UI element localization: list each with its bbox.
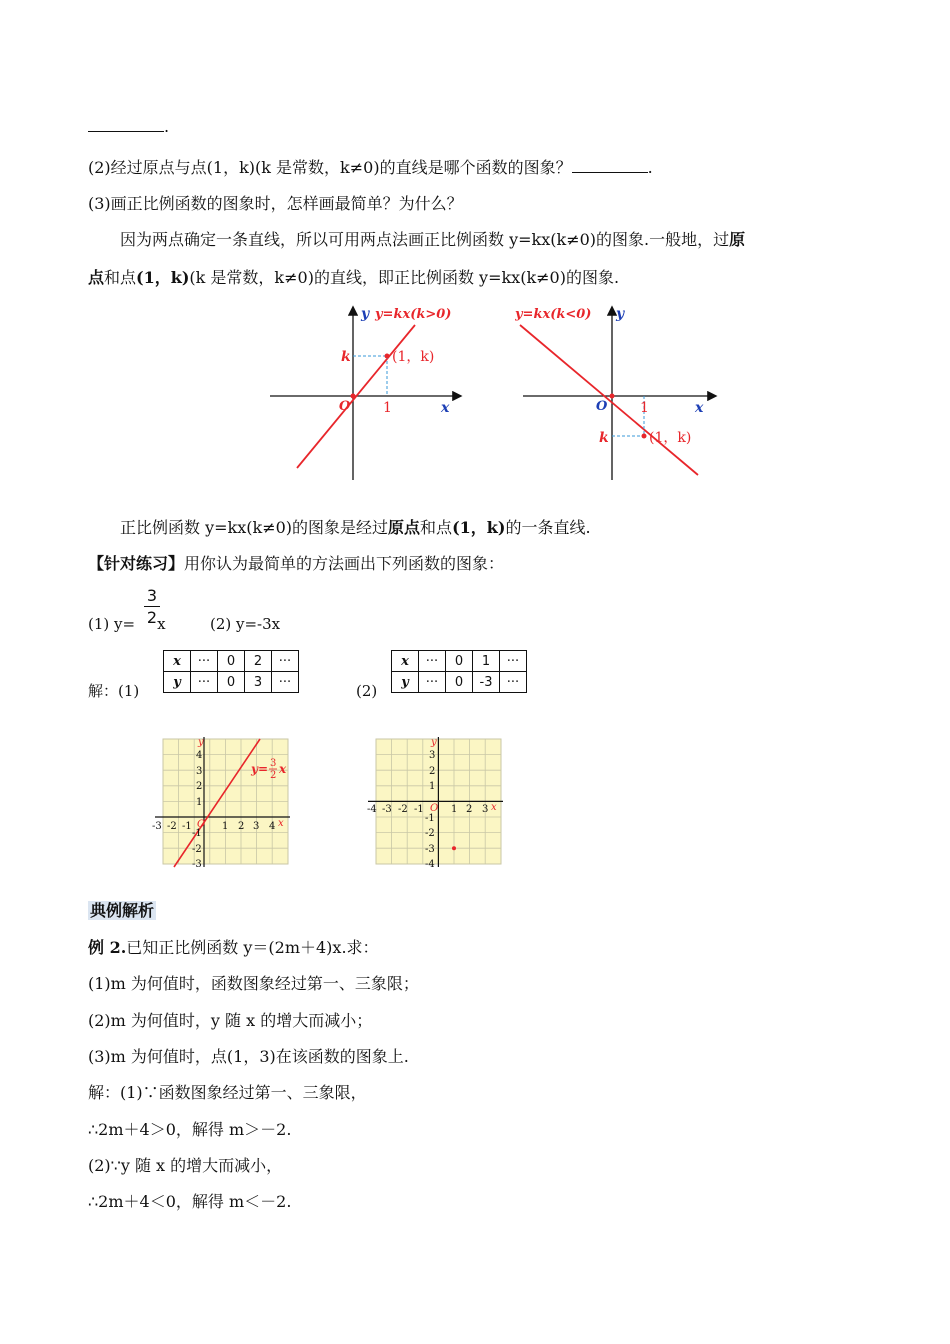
solution-label-2: (2) (356, 682, 378, 700)
origin-point (610, 394, 615, 399)
point-1-k (385, 354, 390, 359)
table-row-x: x ··· 0 2 ··· (164, 651, 299, 672)
k-label: k (341, 349, 351, 365)
x-tick: 3 (253, 821, 260, 832)
table-row-x: x ··· 0 1 ··· (392, 651, 527, 672)
problem-1: (1) y= x (88, 615, 166, 633)
answer-blank (572, 158, 648, 173)
point-1-k (642, 434, 647, 439)
y-label: y (431, 737, 437, 748)
example-q1: (1)m 为何值时，函数图象经过第一、三象限； (88, 974, 419, 993)
x-label: x (278, 818, 284, 829)
origin-label: O (430, 803, 439, 814)
graph-k-positive (265, 300, 470, 485)
y-tick: 1 (429, 781, 436, 792)
value-table-1 (163, 650, 299, 693)
answer-line-3: (2)∵y 随 x 的增大而减小， (88, 1156, 283, 1175)
fn-label-num: 3 (270, 758, 277, 769)
y-tick: 2 (196, 781, 203, 792)
answer-line-2: ∴2m＋4＞0，解得 m＞－2. (88, 1120, 292, 1139)
problem-2: (2) y=-3x (210, 615, 281, 633)
x-tick: -3 (382, 804, 392, 815)
blank-line-0: . (88, 116, 169, 138)
practice-heading: 【针对练习】用你认为最简单的方法画出下列函数的图象： (88, 554, 505, 573)
x-tick: -1 (414, 804, 424, 815)
table-row-y: y ··· 0 -3 ··· (392, 672, 527, 693)
one-label: 1 (383, 400, 392, 416)
origin-label: O (596, 399, 608, 414)
x-tick: -2 (398, 804, 408, 815)
one-label: 1 (640, 400, 649, 416)
fraction-3-2: 3 2 (142, 586, 162, 627)
x-tick: 3 (482, 804, 489, 815)
point-label: (1，k) (392, 349, 435, 365)
grid-graph-2 (363, 735, 513, 875)
point-1-neg3 (452, 846, 456, 850)
x-tick: -4 (367, 804, 377, 815)
x-tick: -1 (182, 821, 192, 832)
x-tick: 4 (269, 821, 276, 832)
paragraph-line-2: 点和点(1，k)(k 是常数，k≠0)的直线，即正比例函数 y=kx(k≠0)的图象. (88, 268, 620, 287)
y-tick: 4 (196, 750, 203, 761)
example-q2: (2)m 为何值时，y 随 x 的增大而减小； (88, 1011, 373, 1030)
answer-blank (88, 117, 164, 132)
origin-point (351, 394, 356, 399)
y-tick: -2 (192, 844, 202, 855)
k-label: k (599, 430, 609, 446)
value-table-2 (391, 650, 527, 693)
summary: 正比例函数 y=kx(k≠0)的图象是经过原点和点(1，k)的一条直线. (120, 518, 591, 537)
y-tick: 3 (196, 766, 203, 777)
x-label: x (695, 400, 704, 416)
x-tick: 2 (466, 804, 473, 815)
answer-line-4: ∴2m＋4＜0，解得 m＜－2. (88, 1192, 292, 1211)
y-label: y (361, 306, 370, 322)
fn-label-a: y= (251, 762, 269, 776)
x-tick: 1 (222, 821, 229, 832)
x-tick: 2 (238, 821, 245, 832)
y-label: y (616, 306, 625, 322)
y-tick: -4 (425, 859, 435, 870)
graph-label: y=kx(k>0) (375, 307, 452, 322)
table-row-y: y ··· 0 3 ··· (164, 672, 299, 693)
x-tick: -2 (167, 821, 177, 832)
x-label: x (491, 802, 497, 813)
fn-label-b: x (279, 762, 287, 776)
point-label: (1，k) (649, 430, 692, 446)
answer-line-1: 解：(1)∵函数图象经过第一、三象限， (88, 1083, 367, 1102)
section-heading: 典例解析 (90, 901, 155, 920)
grid-graph-1 (150, 735, 300, 875)
example-title: 例 2.已知正比例函数 y＝(2m＋4)x.求： (88, 938, 379, 957)
y-tick: -3 (192, 859, 202, 870)
y-tick: -2 (425, 828, 435, 839)
y-tick: -1 (425, 813, 435, 824)
x-tick: -3 (152, 821, 162, 832)
x-label: x (441, 400, 450, 416)
x-tick: 1 (451, 804, 458, 815)
graph-k-negative (515, 300, 720, 485)
question-2: (2)经过原点与点(1，k)(k 是常数，k≠0)的直线是哪个函数的图象？ . (88, 158, 653, 177)
y-label: y (198, 737, 204, 748)
graph-label: y=kx(k<0) (515, 307, 592, 322)
y-tick: 2 (429, 766, 436, 777)
y-tick: 1 (196, 797, 203, 808)
paragraph-line-1: 因为两点确定一条直线，所以可用两点法画正比例函数 y=kx(k≠0)的图象.一般地，过原 (120, 230, 746, 249)
fn-label-den: 2 (270, 770, 277, 781)
origin-label: O (339, 399, 351, 414)
solution-label-1: 解：(1) (88, 682, 140, 700)
example-q3: (3)m 为何值时，点(1，3)在该函数的图象上. (88, 1047, 409, 1066)
question-3: (3)画正比例函数的图象时，怎样画最简单？为什么？ (88, 194, 463, 213)
y-tick: -1 (192, 828, 202, 839)
line-k-negative (520, 325, 698, 475)
y-tick: 3 (429, 750, 436, 761)
y-tick: -3 (425, 844, 435, 855)
origin-label: O (197, 819, 206, 830)
